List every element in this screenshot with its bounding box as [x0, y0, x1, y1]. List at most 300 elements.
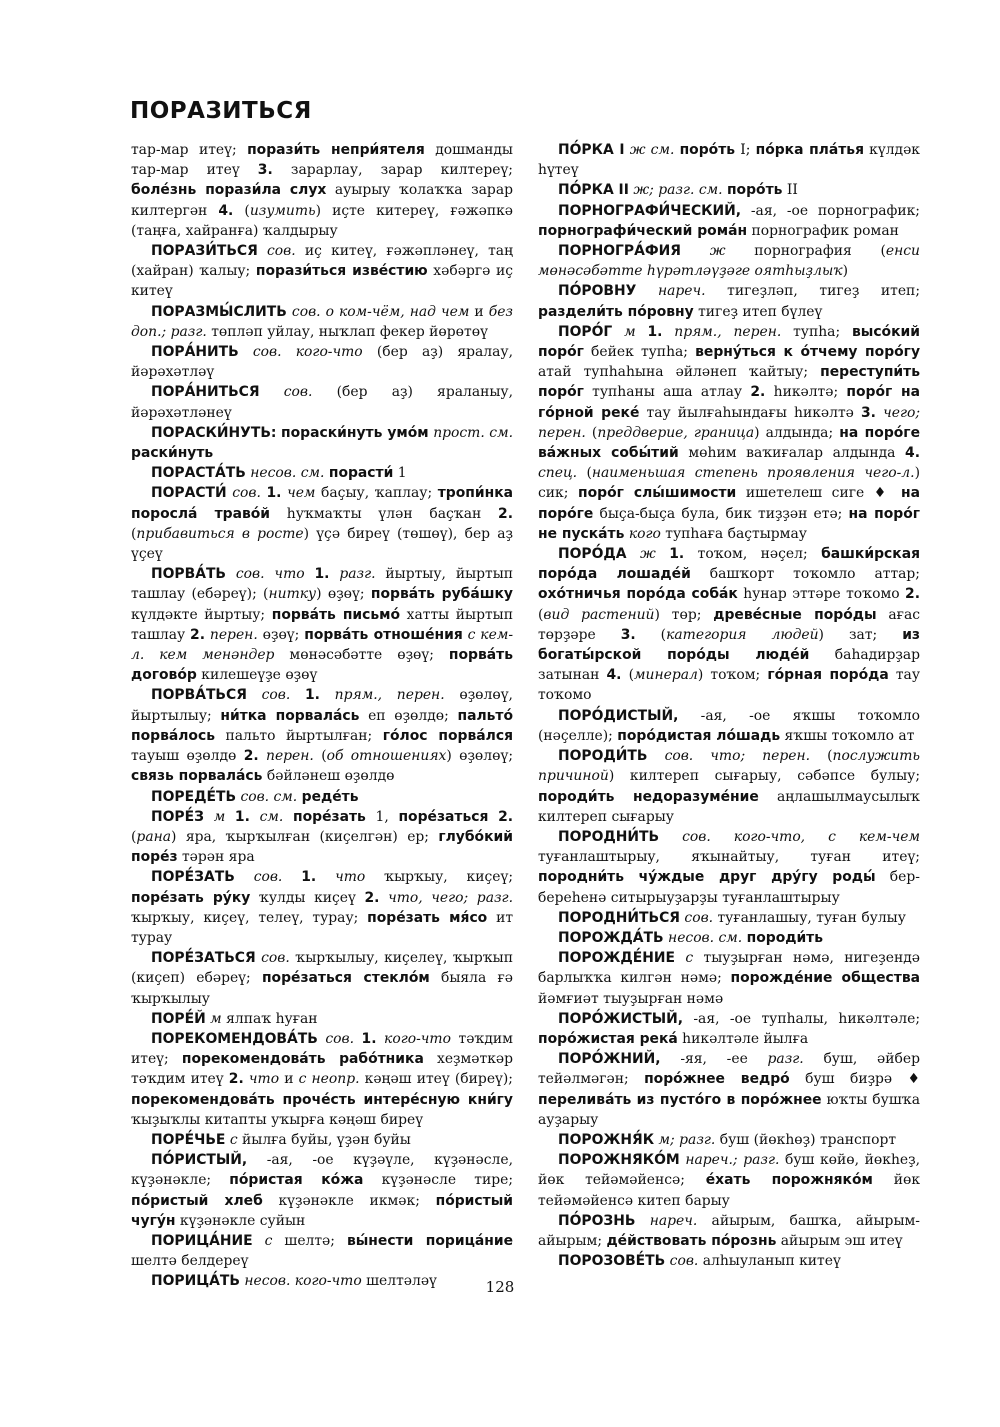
example-phrase: перелива́ть из пусто́го в поро́жнее — [538, 1091, 822, 1108]
grammar-note: разг. — [767, 1051, 804, 1068]
example-phrase: по́ристый хлеб — [131, 1192, 263, 1209]
example-phrase: 2. — [364, 889, 380, 906]
example-phrase: пораски́нуть умо́м — [281, 424, 429, 441]
example-phrase: порва́ть догово́р — [131, 647, 514, 684]
headword: ПОРАЗИ́ТЬСЯ — [151, 243, 258, 260]
example-phrase: е́хать порожняко́м — [705, 1172, 873, 1189]
translation-text — [876, 405, 883, 421]
example-phrase: 4. — [905, 445, 920, 462]
translation-text: ( — [810, 748, 833, 765]
example-phrase: 4. — [218, 202, 234, 219]
translation-text: аңлашылмаусылыҡ килтереп сығарыу — [538, 788, 920, 825]
example-phrase: 1. — [305, 687, 320, 704]
grammar-note: нареч.; разг. — [685, 1152, 780, 1169]
grammar-note: сов. — [684, 909, 714, 926]
grammar-note: перен. — [209, 626, 258, 643]
dictionary-entry — [131, 564, 513, 685]
headword: ПОРАСТА́ТЬ — [151, 465, 246, 482]
grammar-note: несов. кого-что — [244, 1273, 362, 1290]
example-phrase: переступи́ть поро́г — [538, 364, 920, 401]
dictionary-entry — [538, 1130, 920, 1150]
translation-text: тар-мар итеү; — [131, 142, 248, 158]
dictionary-entry — [538, 928, 920, 948]
translation-text: килешеүҙе өҙөү — [196, 667, 318, 684]
translation-text — [656, 546, 669, 562]
translation-text: ) сик; — [538, 465, 920, 502]
example-phrase: 2. — [750, 384, 766, 401]
headword: ПОРЕ́Й — [151, 1010, 206, 1027]
translation-text: ( — [621, 667, 634, 684]
translation-text: баҫыу, ҡаплау; — [315, 485, 438, 502]
example-phrase: поро́дистая ло́шадь — [617, 727, 781, 744]
dictionary-entry — [538, 241, 920, 281]
translation-text: тәрән яра — [177, 849, 255, 866]
translation-text: хатты йыртып ташлау — [131, 606, 513, 643]
translation-text: ҡырҡыу, киҫеү, телеү, турау; — [131, 909, 368, 926]
translation-text: мөнәсәбәтте өҙөү; — [274, 647, 449, 664]
example-phrase: тропи́нка поросла́ траво́й — [131, 485, 514, 522]
translation-text — [329, 566, 339, 582]
example-phrase: связь порвала́сь — [131, 768, 263, 785]
grammar-note: чем — [287, 485, 316, 502]
dictionary-entry — [131, 867, 513, 948]
translation-text: күлдәкте йыртыу; — [131, 606, 272, 623]
headword: ПОРО́ДИСТЫЙ, — [558, 707, 679, 724]
translation-text: пальто йыртылған; — [214, 727, 383, 744]
translation-text — [636, 324, 648, 340]
translation-text: тупһа; — [781, 323, 852, 340]
translation-text: тау йылғаһындағы һикәлтә — [639, 404, 861, 421]
translation-text: ) төр; — [654, 606, 714, 623]
headword: ПОРОЖДА́ТЬ — [558, 929, 664, 946]
example-phrase: 4. — [606, 667, 622, 684]
grammar-note: вид растений — [543, 606, 655, 623]
grammar-note: м — [624, 323, 636, 340]
grammar-note: изумить — [249, 202, 316, 219]
translation-text — [377, 1031, 385, 1047]
dictionary-entry — [538, 1211, 920, 1251]
grammar-note: с — [685, 950, 694, 967]
grammar-note: м — [213, 808, 226, 825]
translation-text: ауырыу ҡолаҡҡа зарар килтергән — [131, 182, 513, 219]
example-phrase: порекомендова́ть рабо́тника — [181, 1051, 424, 1068]
grammar-note: наименьшая степень проявления чего-л. — [591, 465, 915, 482]
grammar-note: разг. — [339, 566, 376, 583]
example-phrase: пальто́ порва́лось — [131, 707, 513, 744]
example-phrase: поре́зать ру́ку — [131, 889, 251, 906]
example-phrase: раздели́ть по́ровну — [538, 303, 694, 320]
translation-text: хеҙмәткәр тәҡдим итеү — [131, 1051, 514, 1088]
grammar-note: без доп.; разг. — [131, 303, 513, 340]
example-phrase: 2. — [228, 1071, 244, 1088]
translation-text: II — [782, 182, 798, 199]
translation-text: бер-береһенә ситырыуҙарҙы туғанлаштырыу — [538, 869, 920, 906]
example-phrase: породи́ть — [746, 929, 824, 946]
translation-text: буш (йөкһөҙ) транспорт — [715, 1131, 897, 1148]
translation-text: ) килтереп сығарыу, сәбәпсе булыу; — [608, 768, 920, 785]
translation-text: туғанлашыу, туған булыу — [713, 909, 906, 926]
grammar-note: чего; перен. — [538, 404, 921, 441]
dictionary-entry — [131, 241, 513, 302]
translation-text: тауыш өҙөлдө — [131, 748, 244, 765]
example-phrase: порекомендова́ть проче́сть интере́сную кни́гу — [131, 1091, 513, 1108]
translation-text: ) тоҡом; — [697, 667, 768, 684]
translation-text: һикәлтә; — [765, 384, 847, 401]
translation-text: и — [279, 1071, 299, 1088]
translation-text: и — [469, 303, 489, 320]
example-phrase: 3. — [860, 404, 876, 421]
headword: ПОРО́ЖИСТЫЙ, — [558, 1010, 684, 1027]
example-phrase: поро́г слы́шимости — [577, 485, 737, 502]
grammar-note: ж см. — [629, 142, 675, 158]
example-phrase: порожде́ние общества — [730, 970, 920, 987]
translation-text: ( — [577, 465, 592, 482]
translation-text — [316, 869, 335, 885]
example-phrase: на поро́г не пуска́ть — [538, 505, 921, 542]
headword: ПО́РКА II — [558, 182, 629, 199]
grammar-note: см. — [259, 808, 284, 825]
grammar-note: ж; разг. см. — [633, 182, 723, 199]
headword: ПОРЕДЕ́ТЬ — [151, 788, 237, 805]
example-phrase: породни́ть чу́ждые друг дру́гу роды́ — [538, 869, 876, 886]
translation-text: өҙөлөү, йыртылыу; — [131, 687, 513, 724]
grammar-note: сов. что; перен. — [664, 748, 811, 765]
headword: ПОРАЗМЫ́СЛИТЬ — [151, 303, 287, 320]
headword: ПОРА́НИТЬ — [151, 344, 239, 361]
grammar-note: рана — [136, 828, 172, 845]
dictionary-entry — [538, 908, 920, 928]
dictionary-entry — [538, 140, 920, 180]
translation-text: быяла ғә ҡырҡылыу — [131, 970, 513, 1007]
translation-text — [379, 890, 388, 906]
headword: ПОРИЦА́ТЬ — [151, 1273, 240, 1290]
translation-text — [636, 1213, 650, 1229]
grammar-note: ж — [640, 546, 656, 563]
grammar-note: ж — [709, 243, 726, 260]
dictionary-entry — [538, 180, 920, 200]
headword: ПО́РИСТЫЙ, — [151, 1152, 248, 1169]
headword: ПОРО́Г — [558, 323, 613, 340]
headword: ПОРОЖНЯКО́М — [558, 1152, 680, 1169]
translation-text: тупһаны аша атлау — [583, 384, 751, 401]
translation-text: -ая, -ое яҡшы тоҡомло (нәҫелле); — [538, 707, 920, 744]
example-phrase: верну́ться к о́тчему поро́гу — [695, 344, 920, 361]
translation-text: шелтә; — [272, 1232, 347, 1249]
example-phrase: по́ристая ко́жа — [229, 1172, 364, 1189]
grammar-note: перен. — [266, 748, 314, 765]
dictionary-entry — [538, 1049, 920, 1130]
translation-text: шелтә белдереү — [131, 1253, 249, 1270]
example-phrase: реде́ть — [301, 788, 359, 805]
grammar-note: спец. — [538, 465, 578, 482]
translation-text: быҫа-быҫа була, бик тиҙҙән етә; — [593, 505, 849, 522]
example-phrase: 1. — [301, 869, 317, 886]
headword: ПОРОДИ́ТЬ — [558, 748, 648, 765]
headword: ПО́РКА I — [558, 142, 625, 158]
example-phrase: вы́нести порица́ние — [346, 1232, 513, 1249]
translation-text: ( — [313, 748, 327, 765]
translation-text: иҫ китеү, ғәжәпләнеү, таң (хайран) ҡалыу; — [131, 243, 513, 280]
translation-text: тәҡдим итеү; — [131, 1030, 513, 1068]
translation-text — [226, 566, 236, 582]
translation-text: бейек тупһа; — [583, 344, 696, 361]
grammar-note: м; разг. — [658, 1131, 716, 1148]
translation-text: ( — [635, 626, 667, 643]
left-column — [131, 140, 513, 1292]
translation-text — [253, 1233, 265, 1249]
dictionary-entry — [131, 1130, 513, 1150]
translation-text: ) зат; — [818, 626, 903, 643]
dictionary-entry — [538, 281, 920, 321]
grammar-note: с — [264, 1232, 273, 1249]
example-phrase: порва́ть письмо́ — [271, 606, 401, 623]
example-phrase: поре́заться стекло́м — [261, 970, 430, 987]
headword: ПОРОДНИ́ТЬСЯ — [558, 909, 680, 926]
translation-text: бәйләнеш өҙөлдө — [262, 768, 395, 785]
dictionary-entry — [131, 342, 513, 382]
grammar-note: прям., перен. — [334, 687, 445, 704]
example-phrase: поре́заться — [398, 808, 489, 825]
right-column — [538, 140, 920, 1271]
grammar-note: сов. — [261, 687, 291, 704]
grammar-note: кого — [628, 525, 661, 542]
grammar-note: нареч. — [657, 283, 706, 300]
example-phrase: порази́ться изве́стию — [255, 263, 428, 280]
grammar-note: несов. см. — [250, 465, 325, 482]
translation-text: айырым эш итеү — [776, 1232, 903, 1249]
translation-text — [259, 748, 266, 764]
translation-text: тоҡом, нәҫел; — [684, 546, 822, 563]
dictionary-entry — [131, 302, 513, 342]
dictionary-entry — [538, 1251, 920, 1271]
translation-text — [247, 687, 262, 703]
translation-text: айырым, башҡа, айырым-айырым; — [538, 1212, 920, 1249]
dictionary-entry — [131, 807, 513, 868]
translation-text: ҡырҡыу, киҫеү; — [365, 869, 513, 886]
example-phrase: на поро́ге ва́жных собы́тий — [538, 424, 920, 462]
translation-text — [662, 324, 674, 340]
grammar-note: минерал — [634, 667, 698, 684]
example-phrase: порва́ть руба́шку — [370, 586, 513, 603]
example-phrase: 3. — [620, 626, 636, 643]
headword: ПОРАСКИ́НУТЬ: — [151, 424, 277, 441]
dictionary-entry — [131, 463, 513, 483]
dictionary-entry — [538, 322, 920, 544]
translation-text: йыртыу, йыртып ташлау (ебәреү); ( — [131, 566, 514, 603]
headword: ПО́РОЗНЬ — [558, 1212, 636, 1229]
translation-text — [320, 687, 335, 703]
dictionary-entry — [131, 685, 513, 786]
translation-text — [659, 829, 682, 845]
example-phrase: охо́тничья поро́да соба́к — [538, 586, 738, 603]
grammar-note: что — [248, 1071, 280, 1088]
grammar-note: сов. — [267, 243, 296, 260]
grammar-note: м — [210, 1010, 222, 1027]
translation-text: -ая, -ое тупһалы, һикәлтәле; — [683, 1010, 920, 1027]
example-phrase: из богаты́рской поро́ды люде́й — [538, 626, 920, 664]
translation-text: төпләп уйлау, ныҡлап фекер йөрөтөү — [206, 323, 488, 340]
translation-text: порнография ( — [725, 243, 886, 260]
translation-text: еп өҙөлдө; — [359, 707, 458, 724]
translation-text — [235, 869, 254, 885]
dictionary-entry — [538, 827, 920, 908]
dictionary-entry — [538, 746, 920, 827]
translation-text — [250, 809, 260, 825]
grammar-note: преддверие, граница — [597, 424, 755, 441]
grammar-note: кого-что — [384, 1030, 451, 1047]
translation-text: -яя, -ее — [660, 1051, 768, 1068]
example-phrase: поре́зать мя́со — [367, 909, 488, 926]
grammar-note: прост. см. — [433, 424, 514, 441]
grammar-note: сов. — [232, 485, 261, 502]
example-phrase: раски́нуть — [131, 445, 214, 462]
example-phrase: поро́жнее ведро́ — [644, 1071, 790, 1088]
headword: ПОРВА́ТЬ — [151, 566, 227, 583]
translation-text: ) алдында; — [754, 424, 840, 441]
translation-text: ) өҙөү; — [316, 586, 371, 603]
dictionary-entry — [538, 1009, 920, 1049]
translation-text — [675, 950, 685, 966]
grammar-note: прям., перен. — [674, 323, 782, 340]
grammar-note: сов. — [325, 1030, 354, 1047]
example-phrase: го́рная поро́да — [767, 667, 889, 684]
example-phrase: 1. — [314, 566, 330, 583]
example-phrase: поро́ть — [726, 182, 783, 199]
translation-text: ( — [233, 202, 250, 219]
grammar-note: сов. о ком-чём, над чем — [291, 303, 470, 320]
grammar-note: енси мөнәсәбәтте һүрәтләүҙәге оятһыҙлыҡ — [538, 243, 920, 280]
dictionary-entry — [131, 1231, 513, 1271]
translation-text — [354, 1031, 362, 1047]
translation-text: һуҡмаҡты үлән баҫҡан — [270, 505, 499, 522]
headword: ПОРНОГРАФИ́ЧЕСКИЙ, — [558, 202, 742, 219]
headword: ПОРО́ЖНИЙ, — [558, 1051, 661, 1068]
translation-text — [636, 283, 658, 299]
example-phrase: 1. — [234, 808, 250, 825]
headword: ПОРВА́ТЬСЯ — [151, 687, 247, 704]
translation-text: ит турау — [131, 909, 514, 946]
translation-text: һунар эттәре тоҡомо — [737, 586, 906, 603]
example-phrase: боле́знь порази́ла слух — [131, 182, 327, 199]
example-phrase: порнографи́ческий рома́н — [538, 222, 748, 239]
example-phrase: башки́рская поро́да лошаде́й — [538, 546, 920, 583]
translation-text — [225, 809, 235, 825]
translation-text: порнографик роман — [747, 222, 899, 239]
translation-text: баһадирҙар затынан — [538, 647, 920, 684]
example-phrase: порва́ть отноше́ния — [304, 626, 463, 643]
translation-text — [305, 566, 315, 582]
headword: ПОРИЦА́НИЕ — [151, 1232, 253, 1249]
example-phrase: по́ристый чугу́н — [131, 1192, 513, 1229]
translation-text: күлдәк һүтеү — [538, 142, 920, 179]
grammar-note: прибавиться в росте — [136, 525, 304, 542]
translation-text: ишетелеш сиге ♦ — [736, 485, 901, 502]
translation-text: йөк тейәмәйенсә китеп барыу — [538, 1172, 921, 1209]
translation-text — [488, 809, 498, 825]
example-phrase: 1. — [669, 546, 685, 563]
translation-text — [204, 809, 214, 825]
translation-text: хәбәргә иҫ китеү — [131, 263, 513, 300]
translation-text: -ая, -ое күҙәүле, күҙәнәсле, күҙәнәкле; — [131, 1152, 513, 1189]
headword: ПОРЕ́ЧЬЕ — [151, 1131, 226, 1148]
translation-text: күҙәнәсле тире; — [363, 1172, 513, 1189]
headword: ПОРОЖДЕ́НИЕ — [558, 950, 676, 967]
grammar-note: с кем-л. кем менәндер — [131, 626, 514, 664]
grammar-note: категория людей — [666, 626, 819, 643]
translation-text: ағас төрҙәре — [538, 606, 921, 643]
translation-text: тигеҙләп, тигеҙ итеп; — [705, 283, 920, 300]
translation-text — [290, 687, 305, 703]
example-phrase: 2. — [190, 626, 205, 643]
translation-text: башҡорт тоҡомло аттар; — [690, 566, 920, 583]
translation-text: буш, әйбер тейәлмәгән; — [538, 1051, 920, 1088]
translation-text: мөһим ваҡиғалар алдында — [678, 445, 906, 462]
grammar-note: нитку — [268, 586, 317, 603]
translation-text — [239, 344, 253, 360]
translation-text — [258, 243, 267, 259]
example-phrase: древе́сные поро́ды — [713, 606, 877, 623]
translation-text: күҙәнәкле икмәк; — [262, 1192, 436, 1209]
example-phrase: поро́г на го́рной реке́ — [538, 384, 920, 421]
translation-text: шелтәләү — [361, 1273, 437, 1290]
grammar-note: нареч. — [649, 1212, 698, 1229]
page-number: 128 — [485, 1278, 515, 1296]
grammar-note: сов. см. — [240, 788, 298, 805]
dictionary-entry — [538, 201, 920, 241]
grammar-note: сов. что — [235, 566, 305, 583]
translation-text: ялпаҡ һуған — [221, 1010, 318, 1027]
example-phrase: 2. — [905, 586, 920, 603]
example-phrase: де́йствовать по́рознь — [606, 1232, 777, 1249]
translation-text: алһыуланып китеү — [698, 1253, 841, 1270]
grammar-note: несов. см. — [668, 929, 743, 946]
translation-text: тыуҙырған нәмә, нигеҙендә барлыҡҡа килгән нәмә; — [538, 950, 920, 987]
headword: ПОРОДНИ́ТЬ — [558, 828, 660, 845]
example-phrase: на поро́ге — [538, 485, 920, 522]
grammar-note: об отношениях — [326, 748, 447, 765]
headword: ПОРЕКОМЕНДОВА́ТЬ — [151, 1030, 318, 1047]
translation-text: тау тоҡомо — [538, 667, 920, 704]
translation-text: ) өҙөлөү; — [446, 748, 514, 765]
translation-text: яҡшы тоҡомло ат — [780, 727, 915, 744]
grammar-note: сов. кого-что, с кем-чем — [682, 828, 920, 845]
headword: ПОРО́ДА — [558, 546, 627, 563]
example-phrase: 2. — [498, 505, 513, 522]
translation-text: буш көйө, йөкһеҙ, йөк тейәмәйенсә; — [538, 1152, 920, 1189]
translation-text: ) яра, ҡырҡылған (киҫелгән) ер; — [171, 828, 439, 845]
translation-text: 1, — [365, 808, 399, 825]
headword: ПОРНОГРА́ФИЯ — [558, 243, 681, 260]
example-phrase: поро́жистая река́ — [538, 1030, 678, 1047]
headword: ПОРЕ́ЗАТЬСЯ — [151, 950, 256, 967]
grammar-note: сов. — [283, 384, 313, 401]
dictionary-entry — [131, 140, 513, 241]
grammar-note: что — [335, 869, 366, 886]
translation-text: өҙөү; — [257, 626, 305, 643]
translation-text: ) иҫте китереү, ғәжәпкә (таңға, хайранға) ҡалдырыу — [131, 202, 513, 239]
translation-text: тигеҙ итеп бүлеү — [693, 303, 823, 320]
translation-text: буш биҙрә ♦ — [789, 1071, 920, 1088]
translation-text: (бер аҙ) яраланыу, йәрәхәтләнеү — [131, 384, 513, 421]
grammar-note: сов. — [253, 869, 283, 886]
translation-text: ҡыҙыҡлы китапты уҡырға кәңәш биреү — [131, 1111, 424, 1128]
example-phrase: 1. — [266, 485, 282, 502]
translation-text: йылға буйы, үҙән буйы — [237, 1131, 411, 1148]
headword: ПОРАСТИ́ — [151, 485, 227, 502]
grammar-note: сов. — [261, 950, 290, 967]
translation-text: ) үҫә биреү (төшөү), бер аҙ үҫеү — [131, 525, 513, 563]
dictionary-entry — [538, 948, 920, 1009]
